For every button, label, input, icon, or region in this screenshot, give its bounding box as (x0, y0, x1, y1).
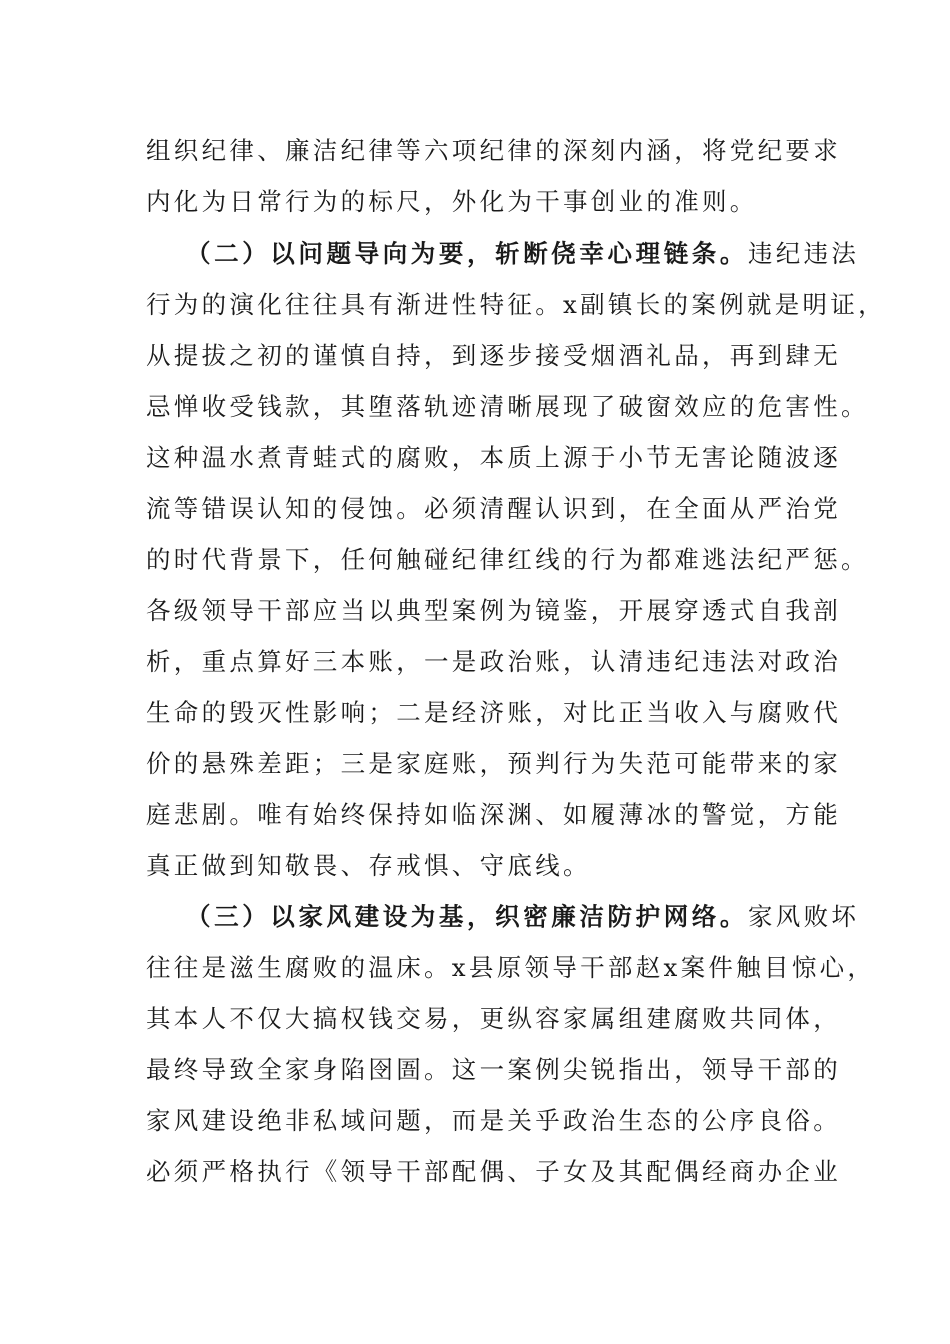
paragraph-line: 各级领导干部应当以典型案例为镜鉴，开展穿透式自我剖 (146, 596, 841, 625)
paragraph-line: 真正做到知敬畏、存戒惧、守底线。 (146, 851, 591, 880)
paragraph-line: 价的悬殊差距；三是家庭账，预判行为失范可能带来的家 (146, 749, 841, 778)
section-two-lead-text: 违纪违法 (748, 239, 860, 268)
paragraph-line: 行为的演化往往具有渐进性特征。x副镇长的案例就是明证， (146, 290, 886, 319)
section-three-lead-text: 家风败坏 (748, 902, 860, 931)
paragraph-line: 生命的毁灭性影响；二是经济账，对比正当收入与腐败代 (146, 698, 841, 727)
paragraph-line: 忌惮收受钱款，其堕落轨迹清晰展现了破窗效应的危害性。 (146, 392, 869, 421)
paragraph-line: 这种温水煮青蛙式的腐败，本质上源于小节无害论随波逐 (146, 443, 841, 472)
section-three-heading: （三）以家风建设为基，织密廉洁防护网络。 (186, 902, 748, 931)
paragraph-line: 的时代背景下，任何触碰纪律红线的行为都难逃法纪严惩。 (146, 545, 869, 574)
section-two-first-line (186, 239, 859, 269)
paragraph-line: 从提拔之初的谨慎自持，到逐步接受烟酒礼品，再到肆无 (146, 341, 841, 370)
section-two-heading: （二）以问题导向为要，斩断侥幸心理链条。 (186, 239, 748, 268)
paragraph-line: 往往是滋生腐败的温床。x县原领导干部赵x案件触目惊心， (146, 953, 876, 982)
paragraph-line: 必须严格执行《领导干部配偶、子女及其配偶经商办企业 (146, 1157, 841, 1186)
paragraph-line: 其本人不仅大搞权钱交易，更纵容家属组建腐败共同体， (146, 1004, 841, 1033)
paragraph-line: 组织纪律、廉洁纪律等六项纪律的深刻内涵，将党纪要求 (146, 136, 841, 165)
paragraph-line: 家风建设绝非私域问题，而是关乎政治生态的公序良俗。 (146, 1106, 841, 1135)
paragraph-line: 最终导致全家身陷囹圄。这一案例尖锐指出，领导干部的 (146, 1055, 841, 1084)
paragraph-line: 庭悲剧。唯有始终保持如临深渊、如履薄冰的警觉，方能 (146, 800, 841, 829)
paragraph-line: 流等错误认知的侵蚀。必须清醒认识到，在全面从严治党 (146, 494, 841, 523)
paragraph-line: 析，重点算好三本账，一是政治账，认清违纪违法对政治 (146, 647, 841, 676)
section-three-first-line (186, 902, 859, 932)
paragraph-line: 内化为日常行为的标尺，外化为干事创业的准则。 (146, 187, 758, 216)
